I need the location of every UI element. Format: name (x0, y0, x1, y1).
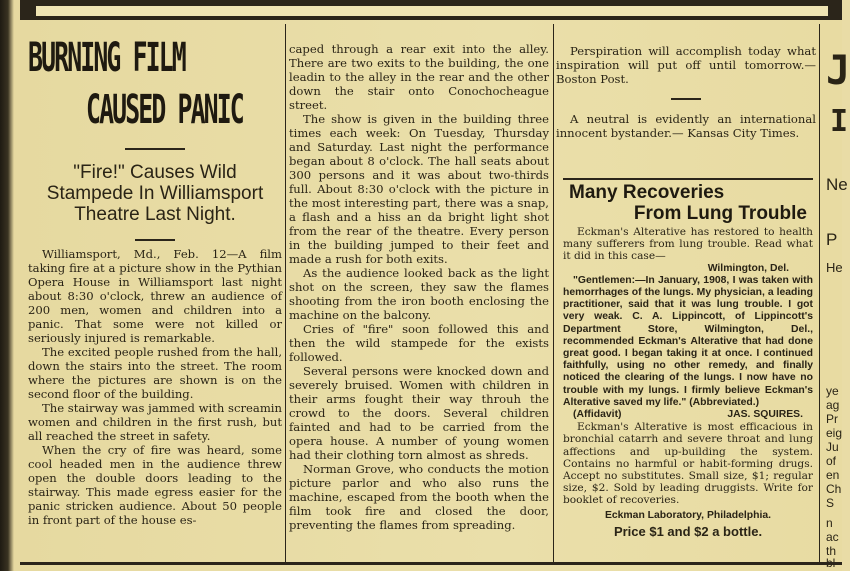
ad-price: Price $1 and $2 a bottle. (613, 523, 763, 539)
fragment-text: Ju (826, 440, 839, 454)
fragment-text: ac (826, 530, 839, 544)
article-body-col1 (28, 247, 282, 527)
filler-item-1 (556, 44, 816, 86)
article-body-col2 (289, 42, 549, 532)
headline (28, 35, 282, 142)
ad-testimonial: "Gentlemen:—In January, 1908, I was taken with hemorrhages of the lungs. My physician, a leading practitioner, said that it was lung trouble. I got very weak. C. A. Lippincott, of Lippincott's Department Store, Wilmington, Del., recommended Eckman's Alterative that had done great good. I began taking it at once. I continued faithfully, using no other remedy, and finally noticed the clearing of the lungs. I now have no trouble with my lungs. I firmly believe Eckman's Alterative saved my life." (Abbreviated.) (563, 274, 813, 408)
column-3 (556, 22, 816, 178)
top-border (20, 0, 842, 20)
fragment-text: P (826, 230, 838, 249)
ad-intro: Eckman's Alterative has restored to health many sufferers from lung trouble. Read what it did in this case— (563, 226, 813, 263)
paragraph: Perspiration will accomplish today what inspiration will put off until tomorrow.—Boston Post. (556, 44, 816, 86)
fragment-text: S (826, 496, 835, 510)
fragment-text: en (826, 468, 840, 482)
ad-signer: JAS. SQUIRES. (727, 409, 803, 421)
paragraph: Cries of "fire" soon followed this and then the wild stampede for the exists followed. (289, 322, 549, 364)
ad-affidavit: (Affidavit) (573, 409, 622, 421)
paragraph: A neutral is evidently an international innocent bystander.— Kansas City Times. (556, 112, 816, 140)
paragraph: When the cry of fire was heard, some cool headed men in the audience threw open the double doors leading to the stairway. This made egress easier for the panic stricken audience. About 50 people in front part of the house es- (28, 443, 282, 527)
ad-title-1: Many Recoveries (569, 182, 725, 203)
fragment-text: He (826, 260, 843, 275)
fragment-text: Ne (826, 175, 848, 194)
fragment-headline: J (826, 48, 850, 94)
column-1 (28, 22, 282, 562)
fragment-text: eig (826, 426, 843, 440)
subheadline: "Fire!" Causes Wild Stampede In Williamsport Theatre Last Night. (46, 162, 264, 225)
headline-line-2: CAUSED PANIC (86, 87, 243, 133)
paragraph: caped through a rear exit into the alley. There are two exits to the building, the one leadin to the alley in the rear and the other down the stair onto Conochocheague street. (289, 42, 549, 112)
column-rule (285, 24, 286, 564)
paragraph: Norman Grove, who conducts the motion picture parlor and who also runs the machine, escaped from the booth when the film took fire and closed the door, preventing the flames from spreading. (289, 462, 549, 532)
fragment-text: ye (826, 384, 839, 398)
paragraph: The stairway was jammed with screamin women and children in the first rush, but all reached the street in safety. (28, 401, 282, 443)
rule (125, 148, 185, 150)
column-2 (289, 22, 549, 562)
fragment-headline-2: I (830, 104, 849, 139)
paragraph: Several persons were knocked down and severely bruised. Women with children in their arms fought their way throuh the crowd to the doors. Several children fainted and had to be carried from the opera house. A number of young women had their clothing torn almost as shreds. (289, 364, 549, 462)
advertisement (563, 178, 813, 565)
bottom-border (20, 562, 842, 565)
paragraph: As the audience looked back as the light shot on the screen, they saw the flames shooting from the iron booth enclosing the machine on the balcony. (289, 266, 549, 322)
filler-item-2 (556, 112, 816, 140)
rule (671, 98, 701, 100)
fragment-text: of (826, 454, 837, 468)
fragment-text: th (826, 544, 837, 558)
ad-signature (563, 409, 813, 421)
rule (135, 239, 175, 241)
headline-line-1: BURNING FILM (28, 35, 185, 81)
fragment-text: n (826, 516, 833, 530)
ad-title-2: From Lung Trouble (633, 203, 807, 224)
ad-lab: Eckman Laboratory, Philadelphia. (604, 509, 772, 521)
fragment-text: Ch (826, 482, 842, 496)
column-rule (819, 24, 820, 564)
column-rule (553, 24, 554, 564)
ad-body: Eckman's Alterative is most efficacious in bronchial catarrh and severe throat and lung affections and up-building the system. Contains no harmful or habit-forming drugs. Accept no substitutes. Small size, $1; regular size, $2. Sold by leading druggists. Write for booklet of recoveries. (563, 421, 813, 507)
paragraph: Williamsport, Md., Feb. 12—A film taking fire at a picture show in the Pythian Opera House in Williamsport last night about 8:30 o'clock, threw an audience of 200 men, women and children into a panic. That some were not killed or seriously injured is remarkable. (28, 247, 282, 345)
fragment-text: Pr (826, 412, 838, 426)
ad-dateline: Wilmington, Del. (707, 262, 789, 274)
fragment-text: ag (826, 398, 840, 412)
paragraph: The excited people rushed from the hall, down the stairs into the street. The room where the pictures are shown is on the second floor of the building. (28, 345, 282, 401)
paragraph: The show is given in the building three times each week: On Tuesday, Thursday and Saturday. Last night the performance began about 8 o'clock. The hall seats about 300 persons and it was about two-thirds full. About 8:30 o'clock with the picture in the most interesting part, there was a snap, a flash and a hiss an da bright light shot from the rear of the theatre. Every person in the building jumped to their feet and made a rush for both exits. (289, 112, 549, 266)
